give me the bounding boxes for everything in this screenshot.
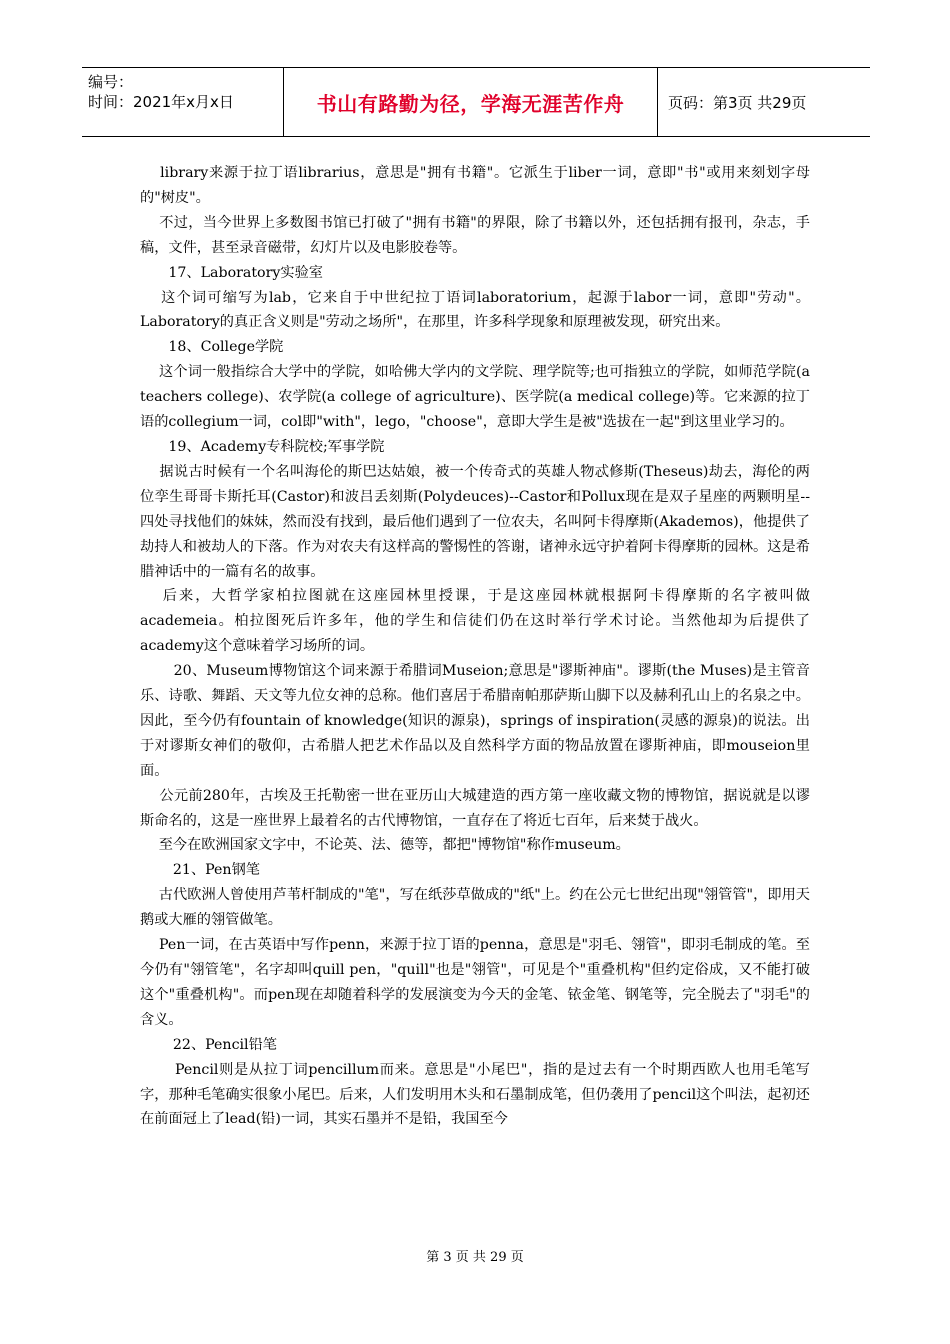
paragraph: 公元前280年，古埃及王托勒密一世在亚历山大城建造的西方第一座收藏文物的博物馆，据说就是以谬斯命名的，这是一座世界上最着名的古代博物馆，一直存在了将近七百年，后来焚于战火。	[140, 787, 810, 829]
header-motto: 书山有路勤为径，学海无涯苦作舟	[284, 68, 658, 136]
document-date-label: 时间：2021年x月x日	[88, 93, 234, 111]
header-page-cell	[658, 68, 870, 136]
paragraph: Pen一词，在古英语中写作penn，来源于拉丁语的penna，意思是"羽毛、翎管"，即羽毛制成的笔。至今仍有"翎管笔"，名字却叫quill pen，"quill"也是"翎管"，可见是个"重叠机构"但约定俗成，又不能打破这个"重叠机构"。而pen现在却随着科学的发展演变为今天的金笔、铱金笔、钢笔等，完全脱去了"羽毛"的含义。	[140, 937, 810, 1028]
page-footer: 第 3 页 共 29 页	[426, 1250, 524, 1265]
paragraph: 据说古时候有一个名叫海伦的斯巴达姑娘，被一个传奇式的英雄人物忒修斯(Theseus)劫去，海伦的两位孪生哥哥卡斯托耳(Castor)和波吕丢刻斯(Polydeuces)--Castor和Pollux现在是双子星座的两颗明星--四处寻找他们的妹妹，然而没有找到，最后他们遇到了一位农夫，名叫阿卡得摩斯(Akademos)，他提供了劫持人和被劫人的下落。作为对农夫有这样高的警惕性的答谢，诸神永远守护着阿卡得摩斯的园林。这是希腊神话中的一篇有名的故事。	[140, 463, 810, 580]
paragraph: library来源于拉丁语librarius，意思是"拥有书籍"。它派生于liber一词，意即"书"或用来刻划字母的"树皮"。	[140, 165, 810, 206]
page-header	[82, 67, 870, 137]
header-page-info: 页码：第3页 共29页	[668, 93, 807, 112]
paragraph: 这个词可缩写为lab，它来自于中世纪拉丁语词laboratorium，起源于labor一词，意即"劳动"。Laboratory的真正含义则是"劳动之场所"，在那里，许多科学现象和原理被发现，研究出来。	[140, 289, 810, 331]
paragraph: 不过，当今世界上多数图书馆已打破了"拥有书籍"的界限，除了书籍以外，还包括拥有报刊，杂志，手稿，文件，甚至录音磁带，幻灯片以及电影胶卷等。	[140, 214, 810, 256]
paragraph: 这个词一般指综合大学中的学院，如哈佛大学内的文学院、理学院等;也可指独立的学院，如师范学院(a teachers college)、农学院(a college of agriculture)、医学院(a medical college)等。它来源的拉丁语的collegium一词，col即"with"，lego，"choose"，意即大学生是被"选拔在一起"到这里业学习的。	[140, 364, 810, 431]
section-heading: 18、College学院	[140, 339, 284, 356]
paragraph: 20、Museum博物馆这个词来源于希腊词Museion;意思是"谬斯神庙"。谬斯(the Muses)是主管音乐、诗歌、舞蹈、天文等九位女神的总称。他们喜居于希腊南帕那萨斯山脚下以及赫利孔山上的名泉之中。因此，至今仍有fountain of knowledge(知识的源泉)，springs of inspiration(灵感的源泉)的说法。出于对谬斯女神们的敬仰，古希腊人把艺术作品以及自然科学方面的物品放置在谬斯神庙，即mouseion里面。	[140, 663, 810, 779]
document-body	[140, 161, 810, 1132]
section-heading: 17、Laboratory实验室	[140, 264, 323, 281]
document-number-label: 编号：	[88, 73, 134, 91]
section-heading: 19、Academy专科院校;军事学院	[140, 438, 385, 455]
paragraph: 古代欧洲人曾使用芦苇杆制成的"笔"，写在纸莎草做成的"纸"上。约在公元七世纪出现"翎管管"，即用天鹅或大雁的翎管做笔。	[140, 887, 810, 929]
header-meta-cell	[82, 68, 284, 136]
section-heading: 21、Pen钢笔	[140, 862, 260, 879]
paragraph: 后来，大哲学家柏拉图就在这座园林里授课，于是这座园林就根据阿卡得摩斯的名字被叫做academeia。柏拉图死后许多年，他的学生和信徒们仍在这时举行学术讨论。当然他却为后提供了academy这个意味着学习场所的词。	[140, 588, 810, 655]
section-heading: 22、Pencil铅笔	[140, 1036, 277, 1053]
paragraph: Pencil则是从拉丁词pencillum而来。意思是"小尾巴"，指的是过去有一个时期西欧人也用毛笔写字，那种毛笔确实很象小尾巴。后来，人们发明用木头和石墨制成笔，但仍袭用了pencil这个叫法，起初还在前面冠上了lead(铅)一词，其实石墨并不是铅，我国至今	[140, 1061, 810, 1128]
paragraph: 至今在欧洲国家文字中，不论英、法、德等，都把"博物馆"称作museum。	[140, 837, 630, 854]
